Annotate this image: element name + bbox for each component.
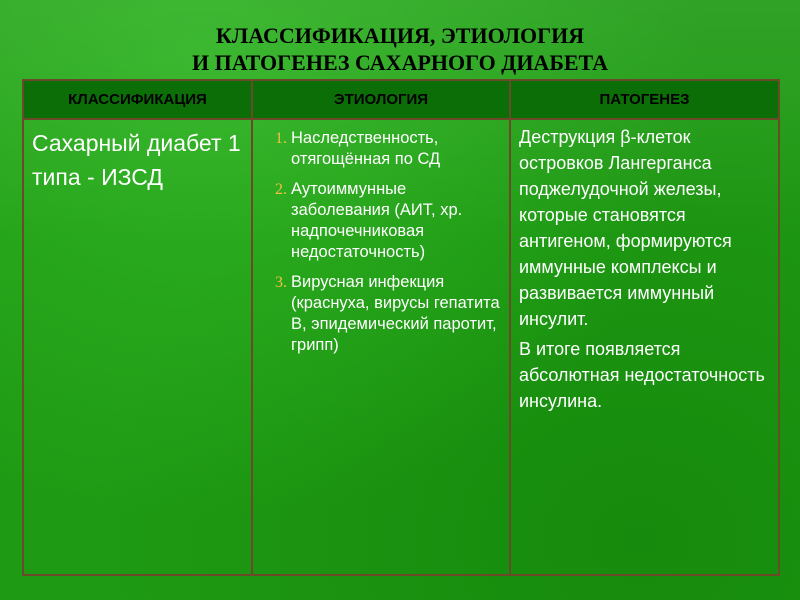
etiology-cell <box>252 119 510 575</box>
classification-table <box>22 79 780 576</box>
table-row <box>23 119 779 575</box>
title-line-1: КЛАССИФИКАЦИЯ, ЭТИОЛОГИЯ <box>215 23 585 48</box>
header-row <box>23 80 779 119</box>
classification-cell: Сахарный диабет 1 типа - ИЗСД <box>23 119 252 575</box>
header-classification: КЛАССИФИКАЦИЯ <box>23 80 252 119</box>
etiology-item: 3. Вирусная инфекция (краснуха, вирусы гепатита В, эпидемический паротит, грипп) <box>291 272 503 356</box>
etiology-item: 1. Наследственность, отягощённая по СД <box>291 128 503 170</box>
pathogenesis-cell <box>510 119 779 575</box>
title-line-2: И ПАТОГЕНЕЗ САХАРНОГО ДИАБЕТА <box>191 50 608 75</box>
slide-title <box>0 22 800 76</box>
etiology-item: 2. Аутоиммунные заболевания (АИТ, хр. надпочечниковая недостаточность) <box>291 179 503 263</box>
pathogenesis-paragraph: В итоге появляется абсолютная недостаточность инсулина. <box>519 339 765 411</box>
etiology-list <box>257 128 503 356</box>
pathogenesis-paragraph: Деструкция β-клеток островков Лангерганса поджелудочной железы, которые становятся антигеном, формируются иммунные комплексы и развивается иммунный инсулит. <box>519 127 732 329</box>
header-pathogenesis: ПАТОГЕНЕЗ <box>510 80 779 119</box>
header-etiology: ЭТИОЛОГИЯ <box>252 80 510 119</box>
